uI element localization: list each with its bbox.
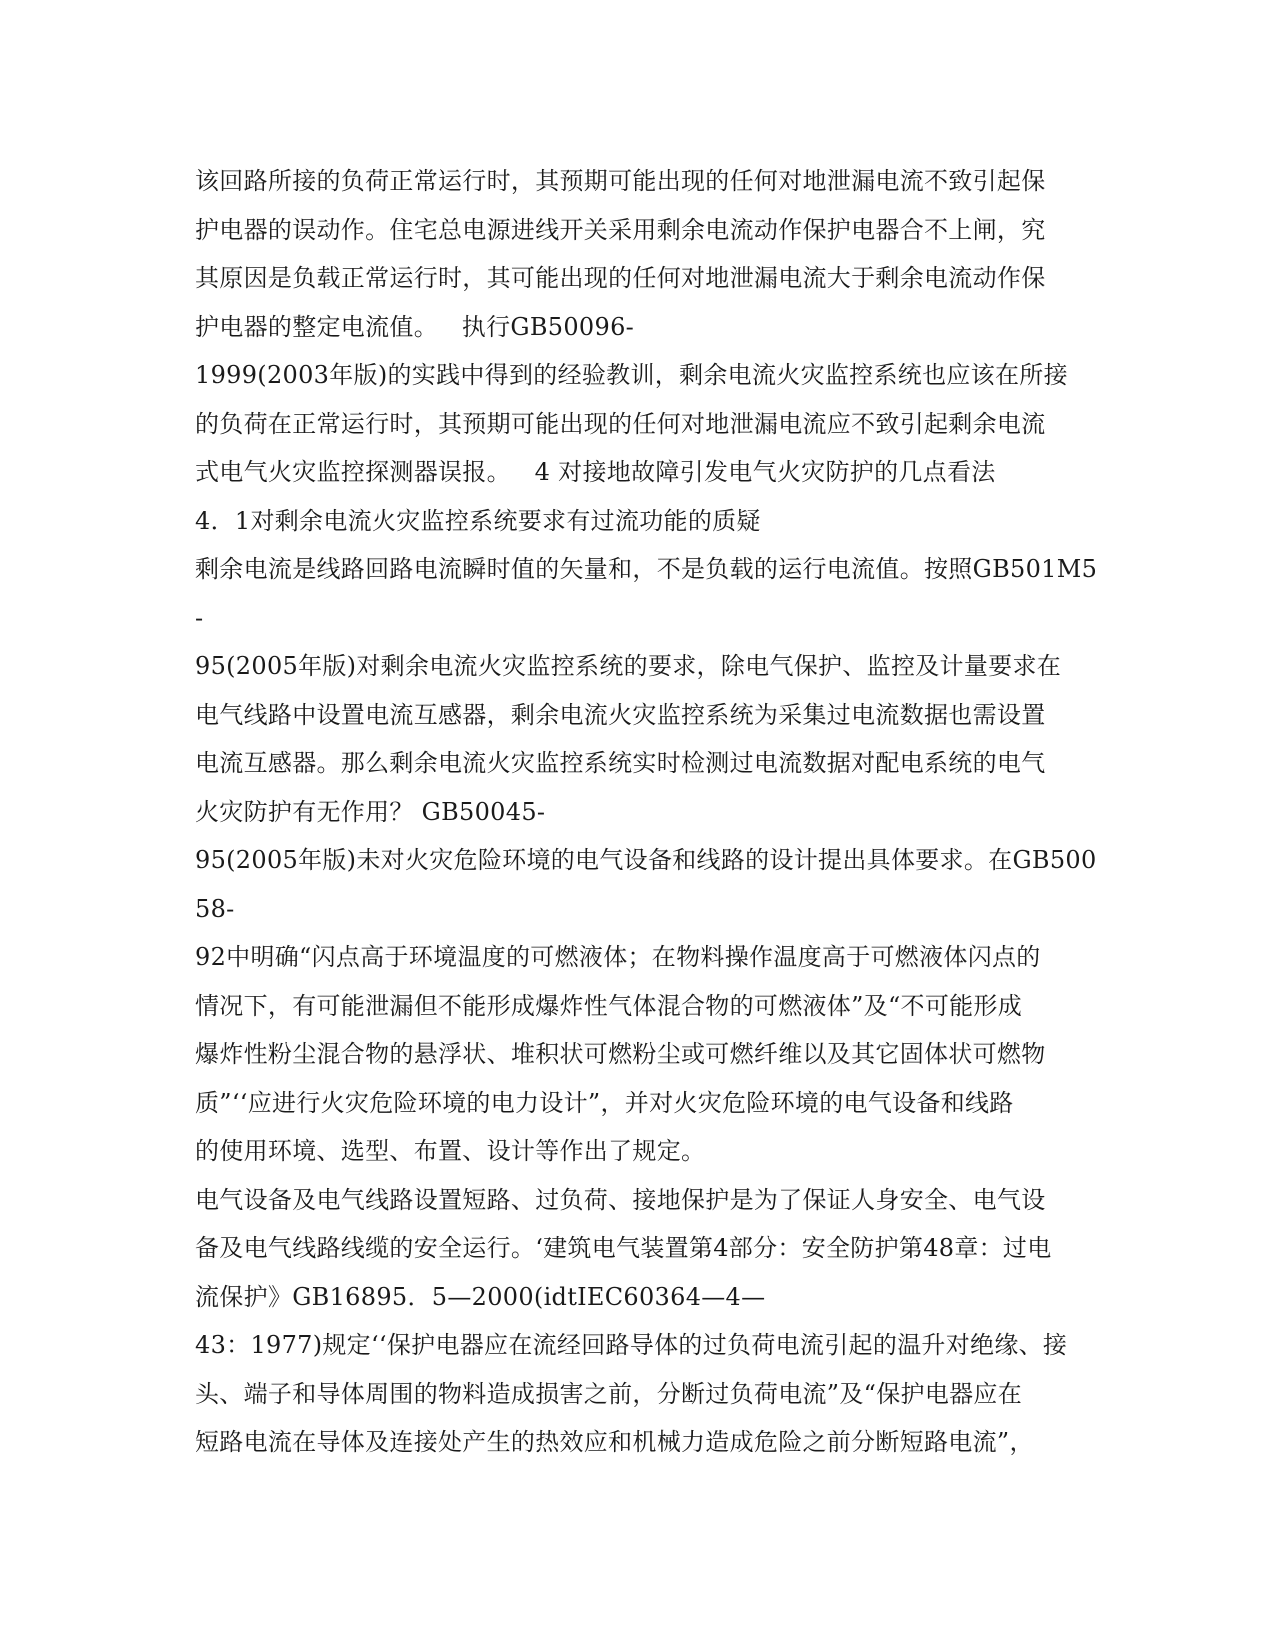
- text-line: 92中明确“闪点高于环境温度的可燃液体；在物料操作温度高于可燃液体闪点的: [195, 943, 1041, 971]
- text-line: 护电器的误动作。住宅总电源进线开关采用剩余电流动作保护电器合不上闸，究: [195, 215, 1046, 244]
- text-line: 式电气火灾监控探测器误报。 4 对接地故障引发电气火灾防护的几点看法: [195, 458, 996, 486]
- text-line: 质”‘‘应进行火灾危险环境的电力设计”，并对火灾危险环境的电气设备和线路: [195, 1088, 1014, 1117]
- text-line: 的使用环境、选型、布置、设计等作出了规定。: [195, 1137, 706, 1165]
- text-line: 情况下，有可能泄漏但不能形成爆炸性气体混合物的可燃液体”及“不可能形成: [195, 991, 1023, 1020]
- text-line: 电流互感器。那么剩余电流火灾监控系统实时检测过电流数据对配电系统的电气: [195, 749, 1046, 777]
- text-line: 1999(2003年版)的实践中得到的经验教训，剩余电流火灾监控系统也应该在所接: [195, 361, 1068, 389]
- text-line: 备及电气线路线缆的安全运行。‘建筑电气装置第4部分：安全防护第48章：过电: [195, 1234, 1052, 1262]
- text-line: 43：1977)规定‘‘保护电器应在流经回路导体的过负荷电流引起的温升对绝缘、接: [195, 1331, 1068, 1359]
- text-line: 火灾防护有无作用？ GB50045-: [195, 797, 546, 826]
- text-line: 该回路所接的负荷正常运行时，其预期可能出现的任何对地泄漏电流不致引起保: [195, 167, 1046, 195]
- text-line: 护电器的整定电流值。 执行GB50096-: [195, 312, 635, 341]
- text-line: -: [195, 603, 204, 632]
- text-line: 电气线路中设置电流互感器，剩余电流火灾监控系统为采集过电流数据也需设置: [195, 700, 1046, 729]
- text-line: 流保护》GB16895．5—2000(idtIEC60364—4—: [195, 1282, 766, 1311]
- text-line: 95(2005年版)未对火灾危险环境的电气设备和线路的设计提出具体要求。在GB500: [195, 846, 1097, 874]
- text-line: 其原因是负载正常运行时，其可能出现的任何对地泄漏电流大于剩余电流动作保: [195, 264, 1046, 292]
- section-heading: 4．1对剩余电流火灾监控系统要求有过流功能的质疑: [195, 506, 761, 535]
- text-line: 95(2005年版)对剩余电流火灾监控系统的要求，除电气保护、监控及计量要求在: [195, 652, 1062, 680]
- text-line: 58-: [195, 894, 235, 923]
- text-line: 电气设备及电气线路设置短路、过负荷、接地保护是为了保证人身安全、电气设: [195, 1185, 1046, 1214]
- text-line: 的负荷在正常运行时，其预期可能出现的任何对地泄漏电流应不致引起剩余电流: [195, 409, 1046, 438]
- document-body: [195, 157, 1098, 1467]
- text-line: 头、端子和导体周围的物料造成损害之前，分断过负荷电流”及“保护电器应在: [195, 1379, 1023, 1408]
- text-line: 爆炸性粉尘混合物的悬浮状、堆积状可燃粉尘或可燃纤维以及其它固体状可燃物: [195, 1040, 1046, 1068]
- text-line: 剩余电流是线路回路电流瞬时值的矢量和，不是负载的运行电流值。按照GB501M5: [195, 555, 1098, 583]
- text-line: 短路电流在导体及连接处产生的热效应和机械力造成危险之前分断短路电流”，: [195, 1428, 1034, 1456]
